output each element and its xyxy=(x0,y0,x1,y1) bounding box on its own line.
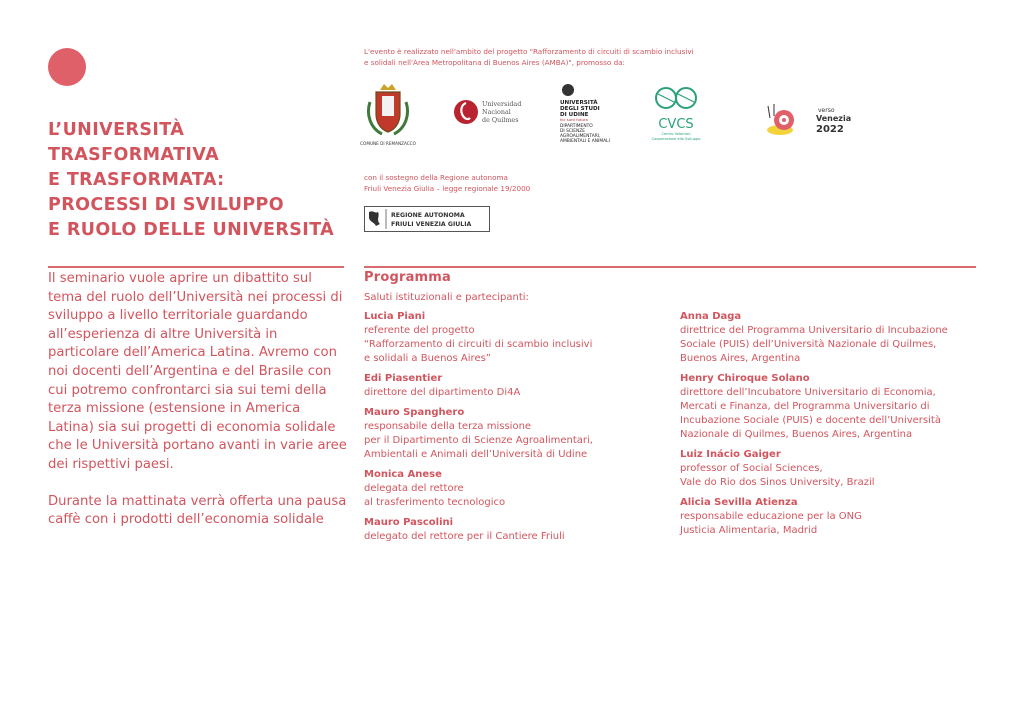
event-note xyxy=(364,46,724,68)
intro-paragraph: Il seminario vuole aprire un dibattito sul tema del ruolo dell’Università nei processi di sviluppo a livello territoriale guardando all’esperienza di altre Università in particolare dell’America Latina. Avremo con noi docenti dell’Argentina e del Brasile con cui potremo confrontarci sia sui temi della terza missione (estensione in America Latina) sia sui progetti di economia solidale che le Università portano avanti in varie aree dei rispettivi paesi. xyxy=(48,271,347,472)
title-line: TRASFORMATIVA xyxy=(48,145,220,165)
speaker-role: delegata del rettore xyxy=(364,483,464,494)
speaker xyxy=(680,448,980,490)
udine-line: DI SCIENZE xyxy=(560,129,586,134)
intro-text xyxy=(48,270,348,530)
speaker-name: Henry Chiroque Solano xyxy=(680,373,810,384)
speaker-role: Mercati e Finanza, del Programma Universitario di xyxy=(680,401,930,412)
speaker xyxy=(680,496,980,538)
speaker-role: direttore dell’Incubatore Universitario di Economia, xyxy=(680,387,936,398)
programma-subheading: Saluti istituzionali e partecipanti: xyxy=(364,292,529,303)
speaker-role: “Rafforzamento di circuiti di scambio inclusivi xyxy=(364,339,593,350)
speaker-name: Monica Anese xyxy=(364,469,442,480)
speaker-role: Nazionale di Quilmes, Buenos Aires, Argentina xyxy=(680,429,913,440)
speaker-role: e solidali a Buenos Aires” xyxy=(364,353,491,364)
support-note xyxy=(364,172,724,194)
speaker-role: responsabile educazione per la ONG xyxy=(680,511,862,522)
title-line: E RUOLO DELLE UNIVERSITÀ xyxy=(48,220,335,240)
regione-fvg-logo xyxy=(364,206,490,232)
speaker xyxy=(364,372,664,400)
title-line: E TRASFORMATA: xyxy=(48,170,225,190)
speaker-name: Mauro Spanghero xyxy=(364,407,465,418)
speaker xyxy=(680,372,980,442)
quilmes-line: Universidad xyxy=(482,100,522,108)
quilmes-line: de Quilmes xyxy=(482,116,519,124)
speaker-role: Buenos Aires, Argentina xyxy=(680,353,801,364)
decorative-dot xyxy=(48,48,86,86)
udine-line: UNIVERSITÀ xyxy=(560,100,598,106)
speaker-name: Mauro Pascolini xyxy=(364,517,454,528)
speaker-role: direttore del dipartimento Di4A xyxy=(364,387,521,398)
page-title xyxy=(48,118,348,243)
speaker-role: Justicia Alimentaria, Madrid xyxy=(680,525,818,536)
cvcs-logo xyxy=(648,84,710,144)
remanzacco-logo xyxy=(360,82,416,148)
intro-paragraph: Durante la mattinata verrà offerta una pausa caffè con i prodotti dell’economia solidale xyxy=(48,493,347,528)
udine-logo xyxy=(558,82,628,148)
venezia-line: verso xyxy=(818,107,835,114)
speaker-role: referente del progetto xyxy=(364,325,475,336)
speaker-role: Ambientali e Animali dell’Università di Udine xyxy=(364,449,588,460)
speaker-role: Incubazione Sociale (PUIS) e docente dell’Università xyxy=(680,415,941,426)
remanzacco-label: COMUNE DI REMANZACCO xyxy=(360,141,416,146)
speakers-right-column xyxy=(680,310,980,544)
title-line: PROCESSI DI SVILUPPO xyxy=(48,195,285,215)
speaker xyxy=(364,516,664,544)
speaker-name: Anna Daga xyxy=(680,311,742,322)
speaker-role: Vale do Rio dos Sinos University, Brazil xyxy=(680,477,875,488)
udine-line: AMBIENTALI E ANIMALI xyxy=(560,139,610,144)
udine-line: DIPARTIMENTO xyxy=(560,124,593,129)
cvcs-label: CVCS xyxy=(658,117,694,132)
speaker-name: Luiz Inácio Gaiger xyxy=(680,449,781,460)
udine-line: AGROALIMENTARI, xyxy=(560,134,601,139)
speaker-role: per il Dipartimento di Scienze Agroalimentari, xyxy=(364,435,593,446)
speaker xyxy=(680,310,980,366)
divider-right xyxy=(364,266,976,268)
venezia-2022-logo xyxy=(766,100,852,138)
speaker xyxy=(364,310,664,366)
speaker xyxy=(364,468,664,510)
speaker-name: Edi Piasentier xyxy=(364,373,443,384)
support-note-line: con il sostegno della Regione autonoma xyxy=(364,173,508,182)
event-note-line: L'evento è realizzato nell'ambito del progetto "Rafforzamento di circuiti di scambio inclusivi xyxy=(364,47,694,56)
region-line: FRIULI VENEZIA GIULIA xyxy=(391,221,472,228)
programma-heading: Programma xyxy=(364,270,452,285)
speaker-role: direttrice del Programma Universitario di Incubazione xyxy=(680,325,948,336)
venezia-line: Venezia xyxy=(816,114,852,123)
quilmes-line: Nacional xyxy=(482,108,511,116)
region-line: REGIONE AUTONOMA xyxy=(391,212,465,219)
speaker-role: al trasferimento tecnologico xyxy=(364,497,506,508)
cvcs-sub-line: Centro Volontari xyxy=(661,132,691,136)
title-line: L’UNIVERSITÀ xyxy=(48,120,185,140)
speaker-name: Lucia Piani xyxy=(364,311,426,322)
venezia-line: 2022 xyxy=(816,124,844,135)
divider-left xyxy=(48,266,344,268)
event-note-line: e solidali nell'Area Metropolitana di Buenos Aires (AMBA)", promosso da: xyxy=(364,58,625,67)
support-note-line: Friuli Venezia Giulia – legge regionale 19/2000 xyxy=(364,184,531,193)
cvcs-sub-line: Cooperazione allo Sviluppo xyxy=(651,137,701,141)
speaker-role: delegato del rettore per il Cantiere Friuli xyxy=(364,531,565,542)
speaker-role: Sociale (PUIS) dell’Università Nazionale di Quilmes, xyxy=(680,339,937,350)
udine-line: hic sunt futura xyxy=(560,117,588,122)
speaker-role: professor of Social Sciences, xyxy=(680,463,823,474)
speakers-left-column xyxy=(364,310,664,550)
speaker xyxy=(364,406,664,462)
quilmes-logo xyxy=(452,96,522,130)
udine-line: DEGLI STUDI xyxy=(560,106,600,112)
speaker-role: responsabile della terza missione xyxy=(364,421,532,432)
udine-line: DI UDINE xyxy=(560,112,589,118)
speaker-name: Alicia Sevilla Atienza xyxy=(680,497,798,508)
